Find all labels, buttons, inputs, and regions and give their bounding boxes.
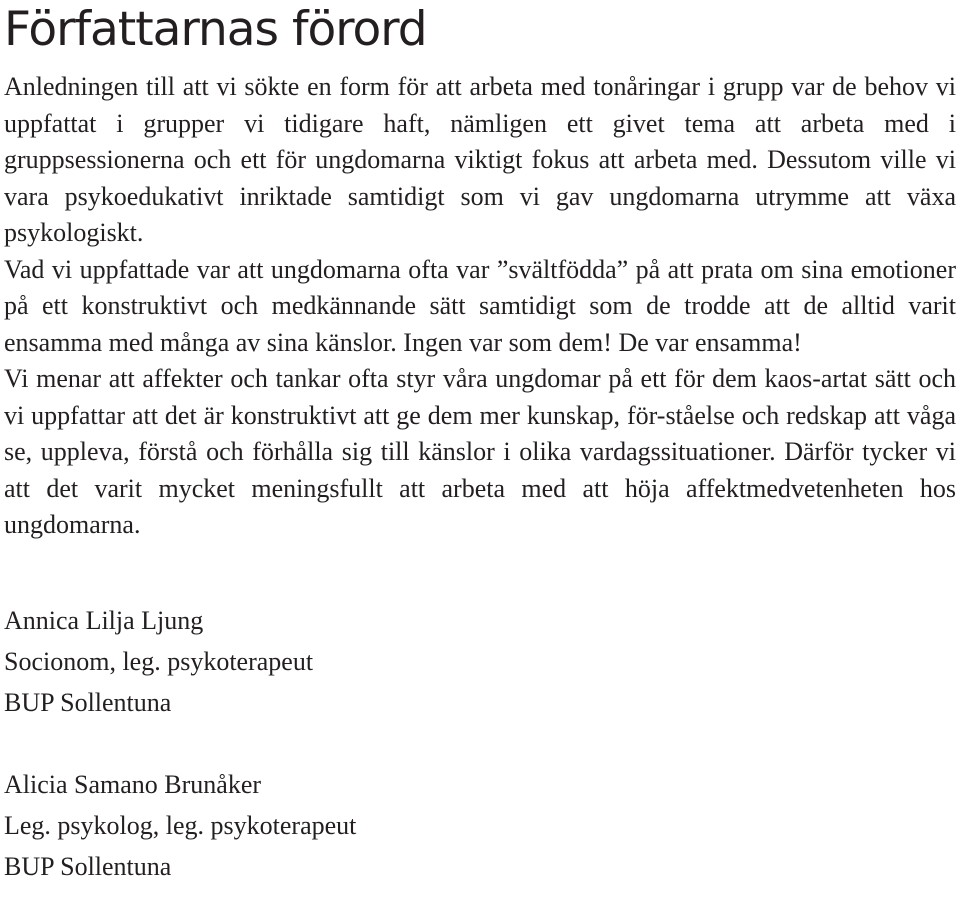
paragraph-2: Vad vi uppfattade var att ungdomarna ofta var ”svältfödda” på att prata om sina emotioner på ett konstruktivt och medkännande sätt samtidigt som de trodde att de alltid varit ensamma med många av sina känslor. Ingen var som dem! De var ensamma! [4, 254, 956, 357]
signature-name: Annica Lilja Ljung [4, 605, 204, 635]
paragraph-3: Vi menar att affekter och tankar ofta styr våra ungdomar på ett för dem kaos-artat sätt och vi uppfattar att det är konstruktivt att ge dem mer kunskap, för-ståelse och redskap att våga se, uppleva, förstå och förhålla sig till känslor i olika vardagssituationer. Därför tycker vi att det varit mycket meningsfullt att arbeta med att höja affektmedvetenheten hos ungdomarna. [4, 364, 956, 539]
signature-name: Alicia Samano Brunåker [4, 769, 262, 799]
signature-workplace: BUP Sollentuna [4, 687, 172, 717]
signature-title: Socionom, leg. psykoterapeut [4, 646, 314, 676]
paragraph-1: Anledningen till att vi sökte en form för att arbeta med tonåringar i grupp var de behov vi uppfattat i grupper vi tidigare haft, nämligen ett givet tema att arbeta med i gruppsessionerna och ett för ungdomarna viktigt fokus att arbeta med. Dessutom ville vi vara psykoedukativt inriktade samtidigt som vi gav ungdomarna utrymme att växa psykologiskt. [4, 72, 956, 247]
signature-workplace: BUP Sollentuna [4, 851, 172, 881]
page-title: Författarnas förord [4, 2, 427, 57]
document-page [4, 0, 956, 887]
signature-title: Leg. psykolog, leg. psykoterapeut [4, 810, 357, 840]
signature-block-1 [4, 600, 956, 723]
signature-block-2 [4, 764, 956, 887]
